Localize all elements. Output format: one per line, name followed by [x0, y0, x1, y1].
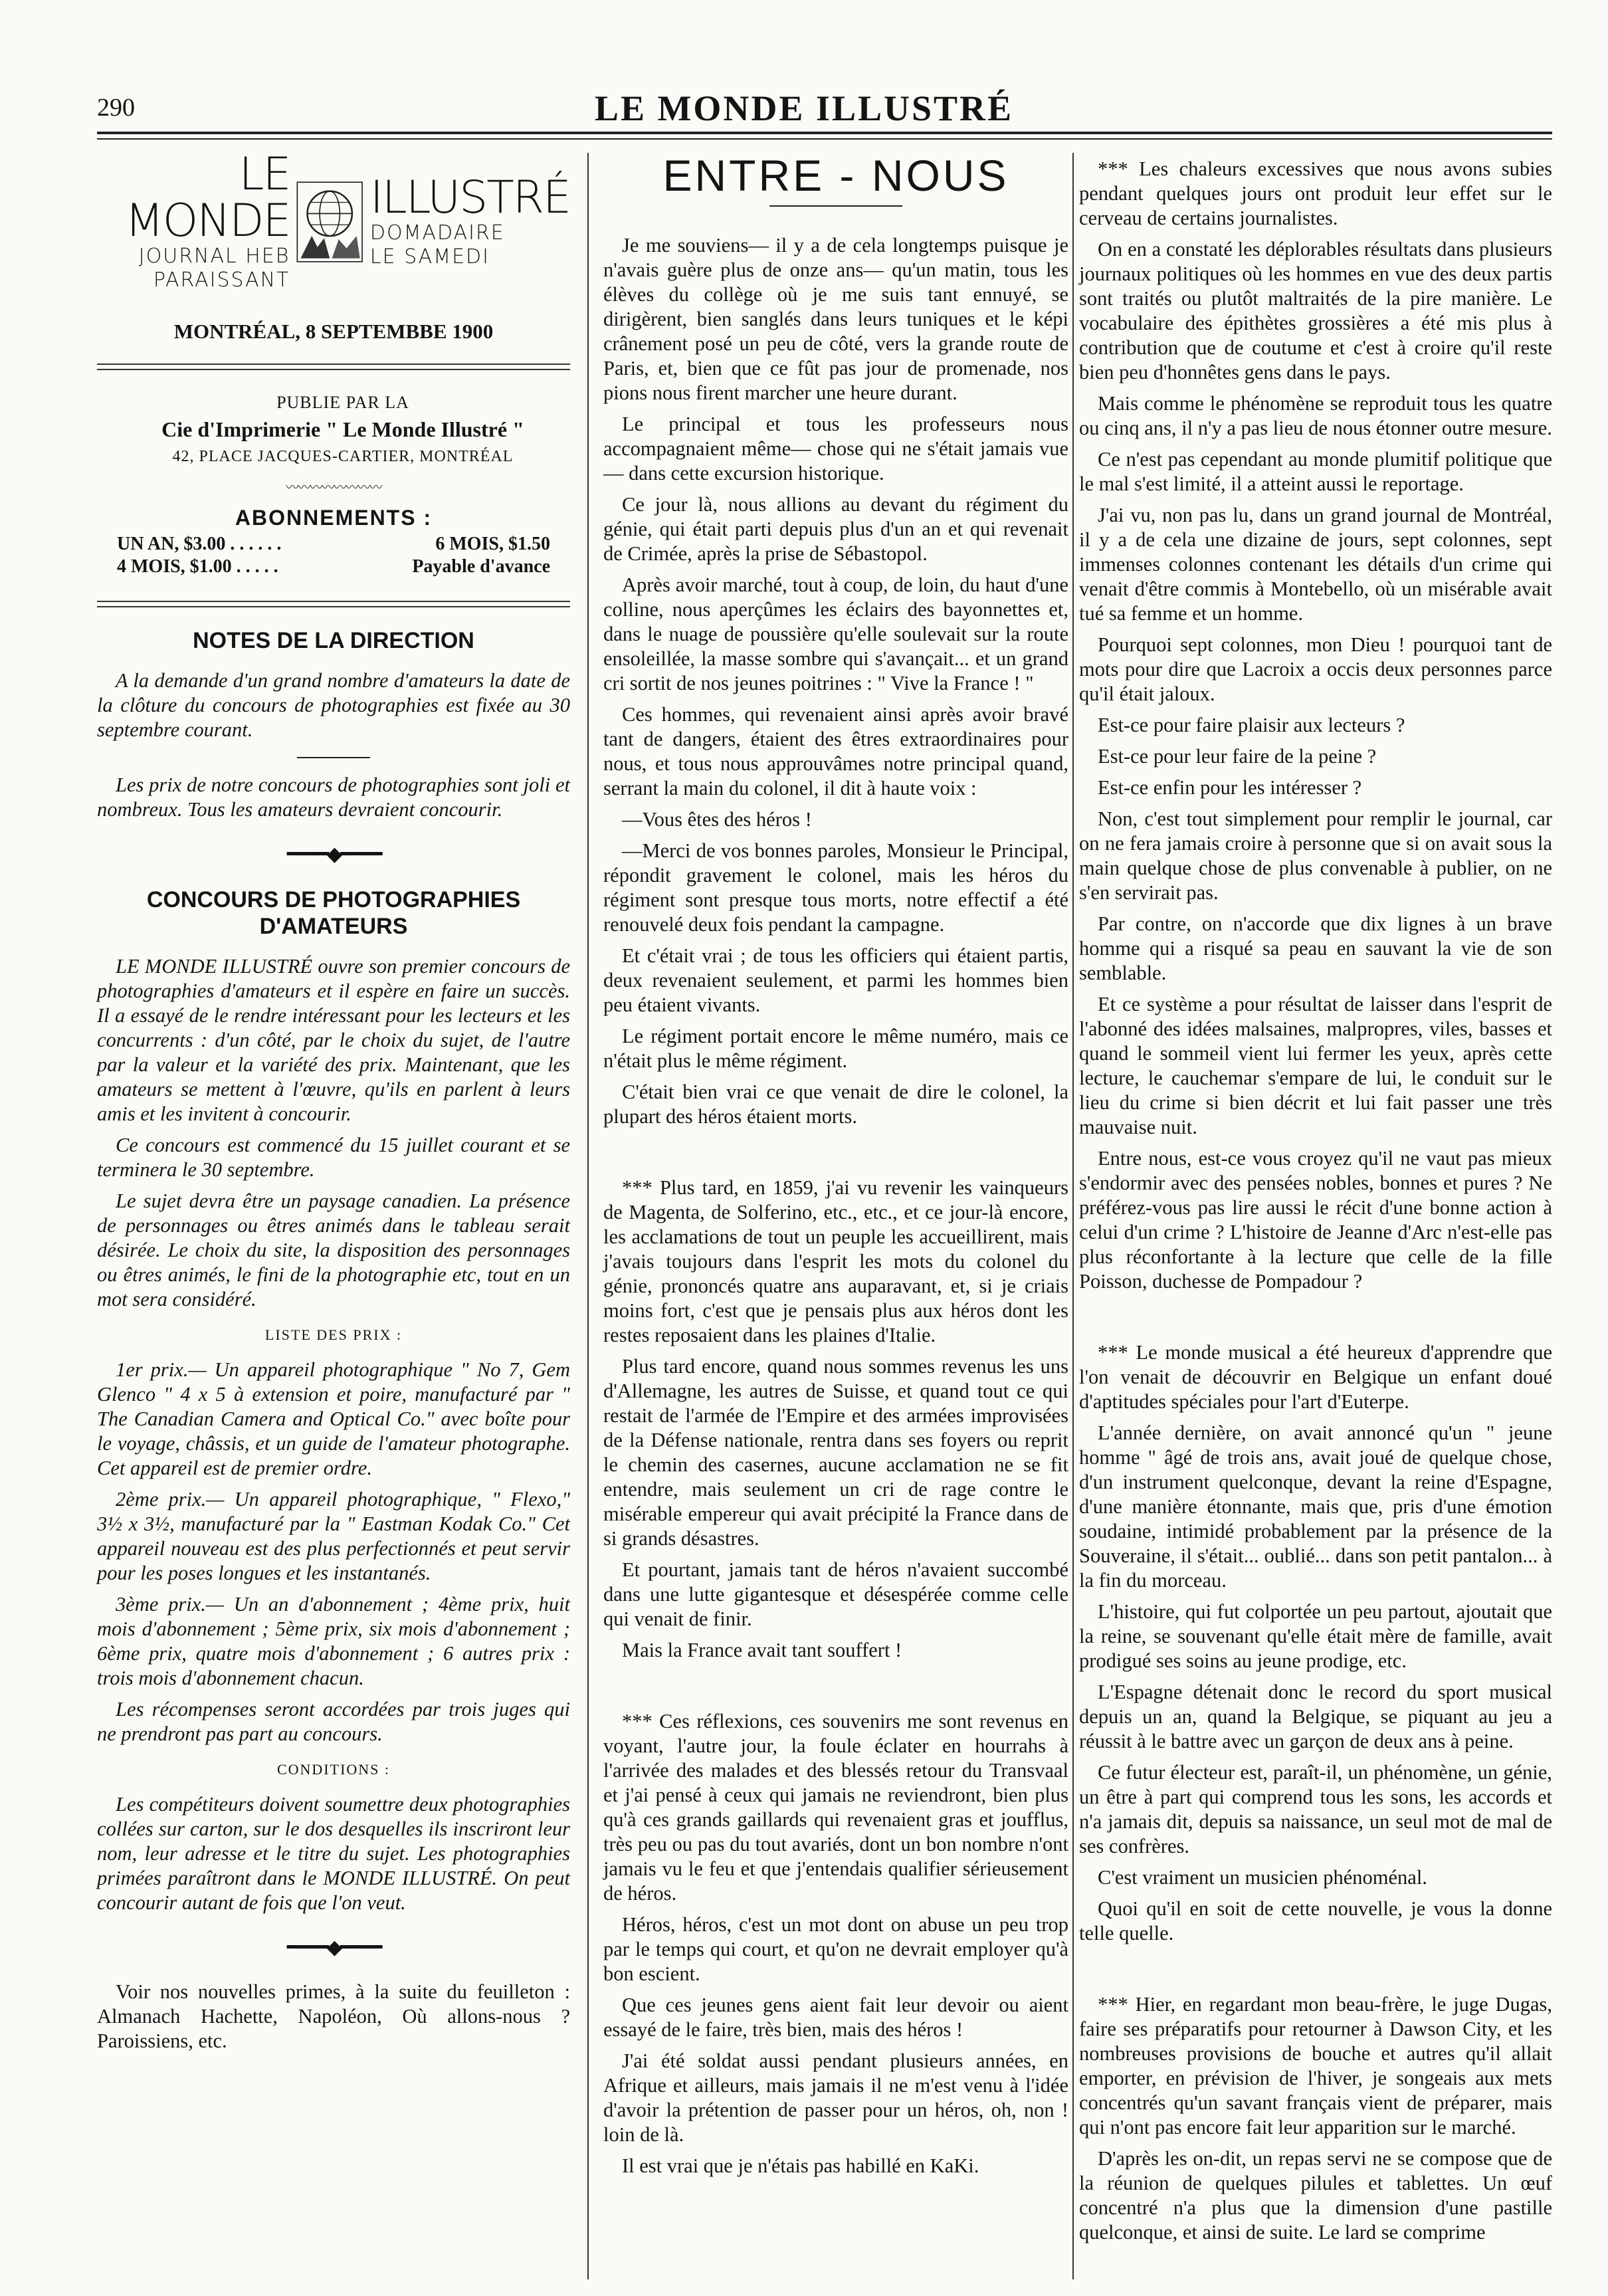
article-paragraph: *** Le monde musical a été heureux d'apprendre que l'on venait de découvrir en Belgique un enfant doué d'aptitudes spéciales pour l'art d'Euterpe. [1079, 1341, 1552, 1413]
article-paragraph: J'ai été soldat aussi pendant plusieurs années, en Afrique et ailleurs, mais jamais il ne m'est venu à l'idée d'avoir la prétention de passer pour un héros, oh, non ! loin de là. [603, 2049, 1068, 2146]
contest-heading: CONCOURS DE PHOTOGRAPHIES D'AMATEURS [146, 887, 521, 939]
subscription-row-1-left: UN AN, $3.00 . . . . . . [117, 534, 282, 554]
short-rule [297, 757, 370, 758]
premiums-paragraph: Voir nos nouvelles primes, à la suite du feuilleton : Almanach Hachette, Napoléon, Où allons-nous ? Paroissiens, etc. [97, 1980, 570, 2052]
masthead-right-big: ILLUSTRÉ [369, 171, 570, 224]
masthead-left-line2: PARAISSANT [153, 268, 290, 292]
center-column [603, 151, 1068, 2185]
header-rule [97, 132, 1552, 134]
subscription-row-2-right: Payable d'avance [412, 556, 550, 577]
article-paragraph: —Vous êtes des héros ! [622, 808, 812, 831]
prize-item: 2ème prix.— Un appareil photographique, " Flexo," 3½ x 3½, manufacturé par la " Eastman Kodak Co." Cet appareil nouveau est des plus perfectionnés et peut servir pour les poses longues et les instantanés. [97, 1488, 570, 1584]
dateline: MONTRÉAL, 8 SEPTEMBBE 1900 [173, 320, 494, 343]
left-column [97, 148, 570, 2060]
article-paragraph: Le principal et tous les professeurs nous accompagnaient même— chose qui ne s'était jamais vue— dans cette excursion historique. [603, 413, 1068, 484]
globe-emblem-icon [295, 172, 364, 272]
double-rule [97, 364, 570, 370]
article-paragraph: Héros, héros, c'est un mot dont on abuse un peu trop par le temps qui court, et qu'on ne devrait employer qu'à bon escient. [603, 1913, 1068, 1985]
article-paragraph: Ces hommes, qui revenaient ainsi après avoir bravé tant de dangers, étaient des êtres extraordinaires pour nous, et tous nous approuvâmes notre principal quand, serrant la main du colonel, il dit à haute voix : [603, 703, 1068, 799]
section-gap [1079, 1301, 1552, 1340]
subscription-row-1-right: 6 MOIS, $1.50 [435, 534, 550, 554]
section-gap [603, 1669, 1068, 1709]
conditions-heading: CONDITIONS : [276, 1761, 391, 1778]
prizes-heading: LISTE DES PRIX : [264, 1326, 403, 1343]
notes-paragraph: Les prix de notre concours de photographies sont joli et nombreux. Tous les amateurs devraient concourir. [97, 774, 570, 821]
article-paragraph: Ce jour là, nous allions au devant du régiment du génie, qui était parti depuis plus d'un an et qui revenait de Crimée, après la prise de Sébastopol. [603, 493, 1068, 565]
journal-title: LE MONDE ILLUSTRÉ [594, 88, 1014, 128]
notes-heading: NOTES DE LA DIRECTION [193, 628, 474, 653]
article-paragraph: J'ai vu, non pas lu, dans un grand journal de Montréal, il y a de cela une dizaine de jours, sept colonnes, sept immenses colonnes contenant les détails d'un crime qui venait d'être commis à Montebello, où un misérable avait tué sa femme et un homme. [1079, 504, 1552, 625]
article-paragraph: —Merci de vos bonnes paroles, Monsieur le Principal, répondit gravement le colonel, mais les héros du régiment sont presque tous morts, notre effectif a été renouvelé deux fois pendant la campagne. [603, 839, 1068, 936]
article-paragraph: L'année dernière, on avait annoncé qu'un " jeune homme " âgé de trois ans, avait joué de quelque chose, d'un instrument quelconque, devant la reine d'Espagne, d'une manière étonnante, mais que, pris d'une émotion soudaine, intimidé probablement par la présence de la Souveraine, il s'était... oublié... dans son petit pantalon... à la fin du morceau. [1079, 1421, 1552, 1592]
article-paragraph: Est-ce pour faire plaisir aux lecteurs ? [1098, 714, 1405, 736]
conditions-paragraph: Les compétiteurs doivent soumettre deux photographies collées sur carton, sur le dos desquelles ils inscriront leur nom, leur adresse et le titre du sujet. Les photographies primées paraîtront dans le MONDE ILLUSTRÉ. On peut concourir autant de fois que l'on veut. [97, 1793, 570, 1914]
article-paragraph: Entre nous, est-ce vous croyez qu'il ne vaut pas mieux s'endormir avec des pensées nobles, bonnes et pures ? Ne préférez-vous pas lire aussi le récit d'une bonne action à celui d'un crime ? L'histoire de Jeanne d'Arc n'est-elle pas plus réconfortante à la lecture que celle de la fille Poisson, duchesse de Pompadour ? [1079, 1147, 1552, 1293]
article-paragraph: Est-ce pour leur faire de la peine ? [1098, 745, 1377, 768]
article-paragraph: D'après les on-dit, un repas servi ne se compose que de la réunion de quelques pilules et tablettes. Un œuf concentré n'a plus que la dimension d'une pastille quelconque, et ainsi de suite. Le lard se comprime [1079, 2147, 1552, 2244]
column-divider-2 [1072, 153, 1074, 2279]
article-paragraph: *** Hier, en regardant mon beau-frère, le juge Dugas, faire ses préparatifs pour retourner à Dawson City, et les nombreuses provisions de bouche et autres qu'il allait emporter, en prévision de l'hiver, je songeais aux mets concentrés qu'un savant français vient de préparer, mais qui n'ont pas encore fait leur apparition sur le marché. [1079, 1993, 1552, 2139]
publisher-name: Cie d'Imprimerie " Le Monde Illustré " [161, 417, 524, 441]
article-paragraph: Non, c'est tout simplement pour remplir le journal, car on ne fera jamais croire à personne que si on avait sous la main quelque chose de plus convenable à publier, on ne s'en servirait pas. [1079, 807, 1552, 904]
article-paragraph: Mais comme le phénomène se reproduit tous les quatre ou cinq ans, il n'y a pas lieu de nous étonner outre mesure. [1079, 392, 1552, 439]
article-paragraph: Par contre, on n'accorde que dix lignes à un brave homme qui a risqué sa peau en sauvant la vie de son semblable. [1079, 912, 1552, 984]
judges-paragraph: Les récompenses seront accordées par trois juges qui ne prendront pas part au concours. [97, 1698, 570, 1745]
article-paragraph: Ce futur électeur est, paraît-il, un phénomène, un génie, un être à part qui comprend tous les sons, les accords et n'a jamais dit, depuis sa naissance, un seul mot de mal de ses confrères. [1079, 1761, 1552, 1857]
article-paragraph: Plus tard encore, quand nous sommes revenus les uns d'Allemagne, les autres de Suisse, et quand tout ce qui restait de l'armée de l'Empire et des armées improvisées de la Défense nationale, rentra dans ses foyers ou reprit le chemin des casernes, aucune acclamation ne se fit entendre, mais seulement un cri de rage contre le misérable empereur qui avait précipité la France dans de si grands désastres. [603, 1355, 1068, 1550]
article-paragraph: *** Plus tard, en 1859, j'ai vu revenir les vainqueurs de Magenta, de Solferino, etc., etc., et ce jour-là encore, les acclamations de tout un peuple les accueillirent, mais j'avais toujours dans l'esprit les mots du colonel du génie, prononcés quatre ans auparavant, et, si je criais moins fort, c'est que je pensais plus aux héros dont les restes reposaient dans les plaines d'Italie. [603, 1176, 1068, 1346]
ornament-divider: ━━━━◆━━━━ [286, 843, 381, 865]
ornament-divider: ━━━━◆━━━━ [286, 1936, 381, 1958]
publisher-address: 42, PLACE JACQUES-CARTIER, MONTRÉAL [172, 448, 514, 465]
notes-paragraph: A la demande d'un grand nombre d'amateurs la date de la clôture du concours de photographies est fixée au 30 septembre courant. [97, 669, 570, 741]
article-paragraph: *** Les chaleurs excessives que nous avons subies pendant quelques jours ont produit leur effet sur le cerveau de certains journalistes. [1079, 157, 1552, 229]
article-paragraph: C'était bien vrai ce que venait de dire le colonel, la plupart des héros étaient morts. [603, 1081, 1068, 1128]
wavy-ornament: 〰〰〰〰〰〰〰〰 [286, 480, 381, 495]
double-rule [97, 601, 570, 607]
article-paragraph: Que ces jeunes gens aient fait leur devoir ou aient essayé de le faire, très bien, mais des héros ! [603, 1994, 1068, 2041]
article-paragraph: Il est vrai que je n'étais pas habillé en KaKi. [622, 2154, 979, 2177]
article-paragraph: Je me souviens— il y a de cela longtemps puisque je n'avais guère plus de onze ans— qu'un matin, tous les élèves du collège où je me suis tant ennuyé, se dirigèrent, bien sanglés dans leurs tuniques et le képi crânement posé un peu de côté, vers la grande route de Paris, et, bien que ce fût pas jour de promenade, nos pions nous firent marcher une heure durant. [603, 234, 1068, 404]
article-paragraph: Mais la France avait tant souffert ! [622, 1639, 902, 1661]
header-rule-thin [97, 138, 1552, 140]
right-column [1079, 157, 1552, 2251]
article-paragraph: Et ce système a pour résultat de laisser dans l'esprit de l'abonné des idées malsaines, malpropres, viles, basses et quand le sommeil vient lui fermer les yeux, après cette lecture, le cauchemar s'empare de lui, le conduit sur le lieu du crime si bien décrit et lui fait passer une très mauvaise nuit. [1079, 993, 1552, 1138]
article-paragraph: Le régiment portait encore le même numéro, mais ce n'était plus le même régiment. [603, 1025, 1068, 1072]
short-rule [769, 205, 902, 207]
article-paragraph: L'Espagne détenait donc le record du sport musical depuis un an, quand la Belgique, se piquant au jeu a réussit à le battre avec un garçon de deux ans à peine. [1079, 1681, 1552, 1752]
article-paragraph: Est-ce enfin pour les intéresser ? [1098, 776, 1362, 799]
page-number: 290 [97, 94, 135, 122]
subscription-row-2 [97, 556, 570, 578]
article-paragraph: C'est vraiment un musicien phénoménal. [1098, 1866, 1427, 1889]
entre-nous-title: ENTRE - NOUS [662, 151, 1009, 200]
masthead-right-line1: DOMADAIRE [369, 221, 505, 245]
article-paragraph: On en a constaté les déplorables résultats dans plusieurs journaux politiques où les hommes en vue des deux partis sont traités ou plutôt maltraités de la pire manière. Le vocabulaire des épithètes grossières a été mis plus à contribution que de coutume et c'est à croire qu'il reste bien peu d'honnêtes gens dans le pays. [1079, 238, 1552, 383]
contest-paragraph: Ce concours est commencé du 15 juillet courant et se terminera le 30 septembre. [97, 1134, 570, 1181]
section-gap [1079, 1952, 1552, 1992]
article-paragraph: Pourquoi sept colonnes, mon Dieu ! pourquoi tant de mots pour dire que Lacroix a occis deux personnes parce qu'il était jaloux. [1079, 633, 1552, 705]
article-paragraph: Après avoir marché, tout à coup, de loin, du haut d'une colline, nous aperçûmes les éclairs des bayonnettes et, dans le nuage de poussière qu'elle soulevait sur la route ensoleillée, la masse sombre qui s'avançait... et un grand cri sortit de nos jeunes poitrines : " Vive la France ! " [603, 574, 1068, 694]
section-gap [603, 1136, 1068, 1176]
subscription-row-2-left: 4 MOIS, $1.00 . . . . . [117, 556, 278, 577]
article-paragraph: Et pourtant, jamais tant de héros n'avaient succombé dans une lutte gigantesque et désespérée comme celle qui venait de finir. [603, 1558, 1068, 1630]
article-paragraph: Et c'était vrai ; de tous les officiers qui étaient partis, deux revenaient seulement, et parmi les hommes bien peu étaient vivants. [603, 944, 1068, 1016]
prize-item: 1er prix.— Un appareil photographique " No 7, Gem Glenco " 4 x 5 à extension et poire, manufacturé par " The Canadian Camera and Optical Co." avec boîte pour le voyage, châssis, et un guide de l'amateur photographe. Cet appareil est de premier ordre. [97, 1358, 570, 1479]
contest-paragraph: LE MONDE ILLUSTRÉ ouvre son premier concours de photographies d'amateurs et il espère en faire un succès. Il a essayé de le rendre intéressant pour les lecteurs et les concurrents : d'un côté, par le choix du sujet, de l'autre par la valeur et la variété des prix. Maintenant, que les amateurs se mettent à l'œuvre, qu'ils en parlent à leurs amis et les invitent à concourir. [97, 955, 570, 1125]
subscriptions-heading: ABONNEMENTS : [235, 506, 433, 530]
subscription-row-1 [97, 533, 570, 556]
article-paragraph: Ce n'est pas cependant au monde plumitif politique que le mal s'est limité, il a atteint aussi le reportage. [1079, 448, 1552, 495]
publisher-intro: PUBLIE PAR LA [276, 393, 409, 412]
prize-item: 3ème prix.— Un an d'abonnement ; 4ème prix, huit mois d'abonnement ; 5ème prix, six mois d'abonnement ; 6ème prix, quatre mois d'abonnement ; 6 autres prix : trois mois d'abonnement chacun. [97, 1593, 570, 1689]
article-paragraph: L'histoire, qui fut colportée un peu partout, ajoutait que la reine, se souvenant qu'elle était mère de famille, avait prodigué ses soins au jeune prodige, etc. [1079, 1600, 1552, 1672]
masthead-left-big: LE MONDE [125, 148, 290, 247]
masthead [97, 148, 570, 292]
contest-paragraph: Le sujet devra être un paysage canadien. La présence de personnages ou êtres animés dans le tableau serait désirée. Le choix du site, la disposition des personnages ou êtres animés, le fini de la photographie etc, tout en un mot sera considéré. [97, 1190, 570, 1310]
column-divider-1 [587, 153, 589, 2279]
article-paragraph: Quoi qu'il en soit de cette nouvelle, je vous la donne telle quelle. [1079, 1897, 1552, 1944]
masthead-left-line1: JOURNAL HEB [138, 245, 290, 268]
masthead-right-line2: LE SAMEDI [369, 245, 490, 268]
article-paragraph: *** Ces réflexions, ces souvenirs me sont revenus en voyant, l'autre jour, la foule éclater en hourrahs à l'arrivée des malades et des blessés retour du Transvaal et j'ai pensé à ceux qui jamais ne reviendront, bien plus qu'à ces grands gaillards qui revenaient gras et joufflus, très peu ou pas du tout avariés, dont un bon nombre n'ont jamais vu le feu et que j'entendais qualifier sérieusement de héros. [603, 1710, 1068, 1905]
